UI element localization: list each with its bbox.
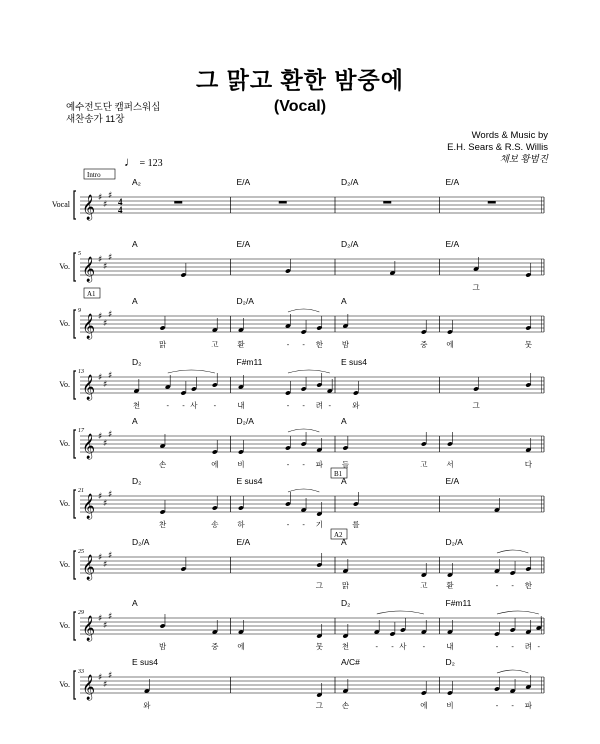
- instrument-label: Vo.: [59, 560, 70, 569]
- lyric-syllable: -: [495, 581, 499, 590]
- system-bracket: [74, 310, 76, 338]
- lyric-syllable: 내: [446, 642, 454, 651]
- lyric-syllable: 밤: [341, 340, 350, 349]
- treble-clef-icon: 𝄞: [82, 257, 96, 282]
- lyric-syllable: 와: [143, 701, 151, 710]
- lyric-syllable: 손: [341, 701, 350, 710]
- instrument-label: Vo.: [59, 439, 70, 448]
- measure-number: 29: [78, 610, 84, 616]
- treble-clef-icon: 𝄞: [82, 555, 96, 580]
- lyric-syllable: -: [286, 401, 290, 410]
- lyric-syllable: 하: [237, 520, 245, 529]
- whole-rest-icon: [383, 201, 391, 204]
- measure-number: 13: [78, 369, 84, 375]
- chord-symbol: D₂: [341, 598, 351, 608]
- sharp-icon: ♯: [98, 255, 103, 265]
- instrument-label: Vo.: [59, 262, 70, 271]
- system-bracket: [74, 612, 76, 640]
- instrument-label: Vo.: [59, 499, 70, 508]
- chord-symbol: A/C#: [341, 657, 360, 667]
- instrument-label: Vo.: [59, 621, 70, 630]
- lyric-syllable: -: [495, 642, 499, 651]
- lyric-syllable: 그: [315, 581, 323, 590]
- measure-number: 25: [78, 549, 84, 555]
- slur: [288, 370, 330, 373]
- lyric-syllable: 한: [524, 581, 532, 590]
- lyric-syllable: 에: [211, 460, 219, 469]
- lyric-syllable: 송: [211, 520, 219, 529]
- chord-symbol: A: [341, 476, 347, 486]
- lyric-syllable: 한: [315, 340, 323, 349]
- system-4: [59, 357, 544, 410]
- lyric-syllable: 손: [158, 460, 167, 469]
- lyric-syllable: -: [537, 642, 541, 651]
- measure-number: 33: [78, 669, 84, 675]
- slur: [377, 611, 424, 614]
- lyric-syllable: -: [302, 401, 305, 410]
- lyric-syllable: -: [328, 401, 332, 410]
- lyric-syllable: 파: [524, 701, 532, 710]
- treble-clef-icon: 𝄞: [82, 434, 96, 459]
- rehearsal-mark: A2: [334, 531, 343, 539]
- sharp-icon: ♯: [98, 492, 103, 502]
- transcriber: 채보 황범진: [499, 155, 548, 165]
- chord-symbol: E/A: [236, 177, 251, 187]
- lyric-syllable: 환: [446, 581, 454, 590]
- lyric-syllable: 기: [315, 520, 323, 529]
- lyric-syllable: -: [511, 642, 514, 651]
- sharp-icon: ♯: [108, 612, 113, 622]
- treble-clef-icon: 𝄞: [82, 195, 96, 220]
- measure-number: 5: [78, 251, 81, 257]
- system-1: [52, 169, 544, 220]
- sharp-icon: ♯: [98, 553, 103, 563]
- system-bracket: [74, 430, 76, 458]
- system-bracket: [74, 253, 76, 281]
- lyric-syllable: 뭇: [315, 642, 323, 651]
- lyric-syllable: 고: [420, 460, 428, 469]
- chord-symbol: E/A: [445, 476, 460, 486]
- chord-symbol: A: [132, 296, 138, 306]
- sharp-icon: ♯: [103, 439, 108, 449]
- system-6: [59, 468, 544, 529]
- lyric-syllable: -: [391, 642, 394, 651]
- instrument-label: Vo.: [59, 380, 70, 389]
- chord-symbol: A: [341, 537, 347, 547]
- lyric-syllable: 맑: [341, 581, 350, 590]
- lyric-syllable: -: [286, 340, 290, 349]
- chord-symbol: D₂/A: [132, 537, 150, 547]
- system-bracket: [74, 671, 76, 699]
- chord-symbol: D₂: [445, 657, 455, 667]
- chord-symbol: D₂/A: [236, 416, 254, 426]
- sharp-icon: ♯: [108, 430, 113, 440]
- system-2: [59, 239, 544, 292]
- sharp-icon: ♯: [98, 312, 103, 322]
- slur: [288, 489, 319, 492]
- chord-symbol: A: [132, 416, 138, 426]
- chord-symbol: A: [341, 416, 347, 426]
- slur: [288, 429, 319, 432]
- whole-rest-icon: [279, 201, 287, 204]
- chord-symbol: D₂: [132, 476, 142, 486]
- lyric-syllable: -: [511, 701, 514, 710]
- sharp-icon: ♯: [103, 380, 108, 390]
- lyric-syllable: 다: [524, 460, 532, 469]
- system-7: [59, 529, 544, 590]
- system-5: [59, 416, 544, 469]
- measure-number: 9: [78, 308, 81, 314]
- chord-symbol: E/A: [445, 239, 460, 249]
- lyric-syllable: 사: [190, 401, 198, 410]
- system-bracket: [74, 490, 76, 518]
- lyric-syllable: 들: [341, 460, 350, 469]
- rehearsal-mark: Intro: [87, 171, 101, 179]
- lyric-syllable: 그: [472, 283, 480, 292]
- quarter-note-icon: ♩: [124, 154, 137, 169]
- lyric-syllable: 를: [352, 520, 360, 529]
- sharp-icon: ♯: [98, 373, 103, 383]
- lyric-syllable: 파: [315, 460, 323, 469]
- slur: [497, 611, 539, 614]
- lyric-syllable: 천: [341, 642, 350, 651]
- chord-symbol: A: [132, 598, 138, 608]
- credits-label: Words & Music by: [471, 130, 548, 141]
- lyric-syllable: 뭇: [524, 340, 532, 349]
- rehearsal-mark: A1: [87, 290, 96, 298]
- lyric-syllable: 비: [446, 701, 454, 710]
- chord-symbol: A: [341, 296, 347, 306]
- sharp-icon: ♯: [108, 551, 113, 561]
- lyric-syllable: 와: [352, 401, 360, 410]
- lyric-syllable: -: [302, 460, 305, 469]
- rehearsal-mark: B1: [334, 470, 343, 478]
- treble-clef-icon: 𝄞: [82, 675, 96, 700]
- chord-symbol: D₂/A: [341, 239, 359, 249]
- treble-clef-icon: 𝄞: [82, 314, 96, 339]
- chord-symbol: A: [132, 239, 138, 249]
- sharp-icon: ♯: [108, 253, 113, 263]
- lyric-syllable: 맑: [158, 340, 167, 349]
- hymn-number: 새찬송가 11장: [66, 114, 125, 125]
- chord-symbol: E sus4: [236, 476, 263, 486]
- lyric-syllable: 그: [472, 401, 480, 410]
- lyric-syllable: 중: [211, 642, 219, 651]
- lyric-syllable: -: [422, 642, 426, 651]
- lyric-syllable: -: [286, 520, 290, 529]
- lyric-syllable: 고: [211, 340, 219, 349]
- chord-symbol: D₂/A: [341, 177, 359, 187]
- lyric-syllable: -: [511, 581, 514, 590]
- lyric-syllable: 려: [315, 401, 323, 410]
- chord-symbol: D₂/A: [236, 296, 254, 306]
- lyric-syllable: 에: [237, 642, 245, 651]
- sharp-icon: ♯: [103, 621, 108, 631]
- chord-symbol: F#m11: [236, 357, 263, 367]
- treble-clef-icon: 𝄞: [82, 375, 96, 400]
- lyric-syllable: 려: [524, 642, 532, 651]
- measure-number: 17: [78, 428, 84, 434]
- sharp-icon: ♯: [108, 191, 113, 201]
- lyric-syllable: 중: [420, 340, 428, 349]
- lyric-syllable: 그: [315, 701, 323, 710]
- lyric-syllable: 에: [446, 340, 454, 349]
- chord-symbol: F#m11: [445, 598, 472, 608]
- lyric-syllable: 비: [237, 460, 245, 469]
- sharp-icon: ♯: [98, 432, 103, 442]
- system-bracket: [74, 191, 76, 219]
- slur: [497, 670, 528, 673]
- sharp-icon: ♯: [103, 560, 108, 570]
- sharp-icon: ♯: [103, 262, 108, 272]
- sharp-icon: ♯: [108, 310, 113, 320]
- instrument-label: Vo.: [59, 680, 70, 689]
- system-bracket: [74, 551, 76, 579]
- ensemble-name: 예수전도단 캠퍼스워십: [66, 102, 161, 113]
- lyric-syllable: -: [495, 701, 499, 710]
- sharp-icon: ♯: [98, 193, 103, 203]
- chord-symbol: E/A: [236, 537, 251, 547]
- lyric-syllable: 서: [446, 460, 454, 469]
- sharp-icon: ♯: [103, 499, 108, 509]
- sharp-icon: ♯: [103, 200, 108, 210]
- time-signature-top: 4: [118, 197, 123, 207]
- system-3: [59, 288, 544, 349]
- lyric-syllable: 환: [237, 340, 245, 349]
- whole-rest-icon: [488, 201, 496, 204]
- instrument-label: Vocal: [51, 200, 70, 209]
- chord-symbol: D₂/A: [445, 537, 463, 547]
- lyric-syllable: -: [302, 340, 305, 349]
- chord-symbol: E/A: [236, 239, 251, 249]
- lyric-syllable: 에: [420, 701, 428, 710]
- chord-symbol: E/A: [445, 177, 460, 187]
- lyric-syllable: 고: [420, 581, 428, 590]
- lyric-syllable: -: [182, 401, 185, 410]
- sharp-icon: ♯: [103, 319, 108, 329]
- lyric-syllable: -: [166, 401, 170, 410]
- lyric-syllable: -: [302, 520, 305, 529]
- score-subtitle: (Vocal): [273, 98, 327, 115]
- sharp-icon: ♯: [108, 671, 113, 681]
- lyric-syllable: -: [286, 460, 290, 469]
- tempo-value: = 123: [139, 158, 163, 169]
- measure-number: 21: [78, 488, 84, 494]
- sharp-icon: ♯: [103, 680, 108, 690]
- chord-symbol: E sus4: [132, 657, 158, 667]
- system-9: [59, 657, 544, 710]
- system-bracket: [74, 371, 76, 399]
- lyric-syllable: 천: [132, 401, 141, 410]
- lyric-syllable: 밤: [158, 642, 167, 651]
- whole-rest-icon: [174, 201, 182, 204]
- chord-symbol: E sus4: [341, 357, 367, 367]
- treble-clef-icon: 𝄞: [82, 494, 96, 519]
- slur: [168, 370, 215, 373]
- slur: [497, 550, 528, 553]
- score-title: 그 맑고 환한 밤중에: [196, 67, 404, 93]
- lyric-syllable: 사: [399, 642, 407, 651]
- sharp-icon: ♯: [98, 614, 103, 624]
- chord-symbol: D₂: [132, 357, 142, 367]
- sharp-icon: ♯: [108, 490, 113, 500]
- composers: E.H. Sears & R.S. Willis: [447, 142, 548, 153]
- chord-symbol: A₂: [132, 177, 141, 187]
- sharp-icon: ♯: [98, 673, 103, 683]
- lyric-syllable: 내: [237, 401, 245, 410]
- treble-clef-icon: 𝄞: [82, 616, 96, 641]
- lyric-syllable: -: [375, 642, 379, 651]
- lyric-syllable: 찬: [158, 520, 167, 529]
- lyric-syllable: -: [213, 401, 217, 410]
- instrument-label: Vo.: [59, 319, 70, 328]
- time-signature-bottom: 4: [118, 205, 123, 215]
- system-8: [59, 598, 544, 651]
- slur: [288, 309, 319, 312]
- sharp-icon: ♯: [108, 371, 113, 381]
